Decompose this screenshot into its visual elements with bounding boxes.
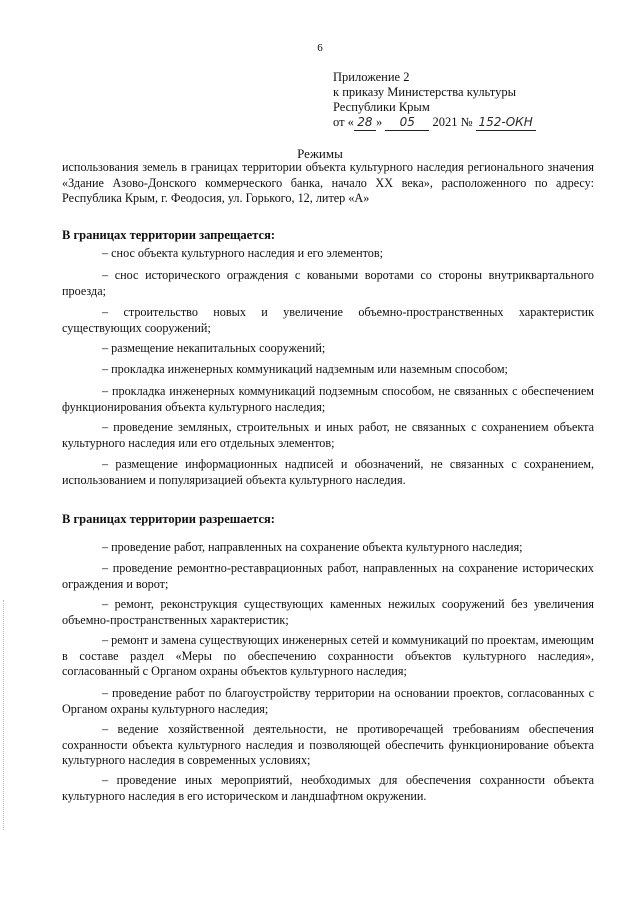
permitted-item: – проведение ремонтно-реставрационных работ, направленных на сохранение исторических ограждения и ворот; [62, 561, 594, 591]
permitted-item: – ремонт и замена существующих инженерных сетей и коммуникаций по проектам, имеющим в составе раздел «Меры по обеспечению сохранности объектов культурного наследия», согласованный с Органом охраны объектов культурного наследия; [62, 633, 594, 678]
appendix-date-line [333, 115, 536, 131]
permitted-item: – ремонт, реконструкция существующих каменных нежилых сооружений без увеличения объемно-пространственных характеристик; [62, 597, 594, 627]
page-number: 6 [317, 42, 323, 54]
permitted-item: – проведение работ по благоустройству территории на основании проектов, согласованных с Органом охраны культурного наследия; [62, 686, 594, 716]
intro-paragraph [62, 160, 594, 207]
prohibited-item: – строительство новых и увеличение объемно-пространственных характеристик существующих сооружений; [62, 305, 594, 335]
permitted-item: – проведение работ, направленных на сохранение объекта культурного наследия; [102, 540, 523, 554]
prohibited-item: – размещение информационных надписей и обозначений, не связанных с сохранением, использованием и популяризацией объекта культурного наследия. [62, 457, 594, 487]
prohibited-item: – прокладка инженерных коммуникаций надземным или наземным способом; [102, 362, 508, 376]
appendix-line-3: Республики Крым [333, 100, 430, 114]
prohibited-item: – прокладка инженерных коммуникаций подземным способом, не связанных с обеспечением функционирования объекта культурного наследия; [62, 384, 594, 414]
intro-text: использования земель в границах территории объекта культурного наследия регионального значения «Здание Азово-Донского коммерческого банка, начало XX века», расположенного по адресу: Республика Крым, г. Феодосия, ул. Горького, 12, литер «А» [62, 160, 594, 205]
order-number-handwritten: 152-ОКН [476, 115, 536, 131]
prohibited-heading: В границах территории запрещается: [62, 228, 276, 242]
date-prefix: от « [333, 115, 354, 129]
appendix-line-2: к приказу Министерства культуры [333, 85, 516, 99]
scan-margin-marks [3, 600, 6, 830]
prohibited-item: – снос исторического ограждения с коваными воротами со стороны внутриквартального проезда; [62, 268, 594, 298]
permitted-item: – ведение хозяйственной деятельности, не противоречащей требованиям обеспечения сохранности объекта культурного наследия и позволяющей обеспечить функционирование объекта культурного наследия в современных условиях; [62, 722, 594, 767]
date-mid: » [375, 115, 383, 129]
document-title: Режимы [297, 146, 343, 161]
appendix-line-1: Приложение 2 [333, 70, 410, 84]
prohibited-item: – размещение некапитальных сооружений; [102, 341, 326, 355]
date-day-handwritten: 28 [354, 115, 376, 131]
date-month-handwritten: 05 [385, 115, 429, 131]
appendix-block [333, 70, 536, 131]
permitted-heading: В границах территории разрешается: [62, 512, 275, 526]
permitted-item: – проведение иных мероприятий, необходимых для обеспечения сохранности объекта культурного наследия в его историческом и ландшафтном окружении. [62, 773, 594, 803]
prohibited-item: – снос объекта культурного наследия и его элементов; [102, 246, 384, 260]
prohibited-item: – проведение земляных, строительных и иных работ, не связанных с сохранением объекта культурного наследия или его отдельных элементов; [62, 420, 594, 450]
date-year: 2021 № [432, 115, 473, 129]
